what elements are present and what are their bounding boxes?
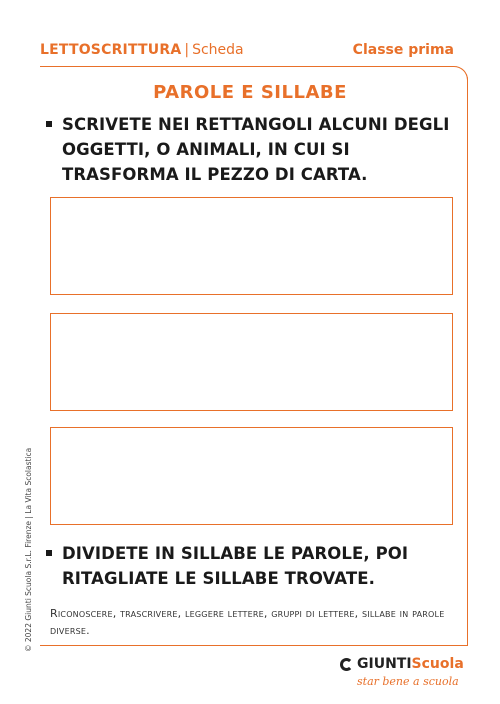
learning-objective-note: Riconoscere, trascrivere, leggere lettere, gruppi di lettere, sillabe in parole diverse. (50, 607, 445, 637)
page-title: PAROLE E SILLABE (153, 82, 347, 103)
bullet-marker (46, 550, 52, 556)
answer-box-3[interactable] (50, 427, 453, 525)
logo-tagline: star bene a scuola (357, 675, 459, 688)
logo-brand: GIUNTI (357, 656, 412, 672)
instruction-divide (46, 541, 456, 591)
instruction-write (46, 112, 456, 187)
header-separator: | (184, 42, 190, 58)
instruction-text: DIVIDETE IN SILLABE LE PAROLE, POI RITAGLIATE LE SILLABE TROVATE. (62, 544, 409, 588)
instruction-text: SCRIVETE NEI RETTANGOLI ALCUNI DEGLI OGGETTI, O ANIMALI, IN CUI SI TRASFORMA IL PEZZO DI CARTA. (62, 115, 450, 184)
bullet-marker (46, 121, 52, 127)
answer-box-1[interactable] (50, 197, 453, 295)
header-subject-group (40, 42, 244, 58)
page-header (40, 42, 454, 62)
grade-label: Classe prima (352, 42, 454, 58)
giunti-scuola-logo (340, 656, 464, 696)
answer-box-2[interactable] (50, 313, 453, 411)
subject-label: LETTOSCRITTURA (40, 42, 182, 58)
giunti-logo-icon (340, 658, 353, 671)
copyright-notice: © 2022 Giunti Scuola S.r.L. Firenze | La Vita Scolastica (24, 447, 33, 652)
logo-brand-suffix: Scuola (411, 656, 464, 672)
logo-wordmark (357, 656, 464, 673)
sheet-type-label: Scheda (192, 42, 244, 58)
